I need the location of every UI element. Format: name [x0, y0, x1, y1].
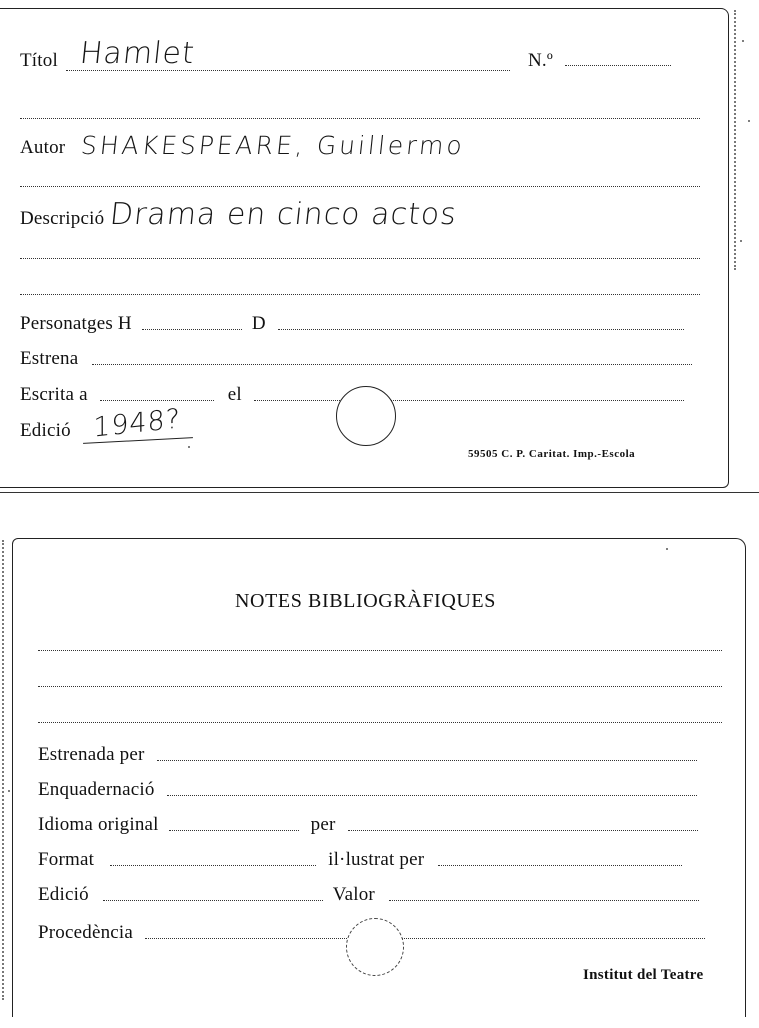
- edicio-row: [20, 403, 193, 444]
- notes-title: NOTES BIBLIOGRÀFIQUES: [235, 590, 496, 612]
- descripcio-row: [20, 197, 679, 232]
- escrita-el-dotted-line: [254, 400, 684, 401]
- estrenada-dotted-line: [157, 760, 697, 761]
- notes-line-2: [38, 686, 722, 687]
- blank-line-2: [20, 186, 700, 187]
- format-label: Format: [38, 849, 95, 870]
- titol-row: [20, 36, 671, 72]
- descripcio-handwritten-value: Drama en cinco actos: [108, 197, 459, 232]
- edicio-back-label: Edició: [38, 884, 89, 905]
- edicio-back-dotted-line: [103, 900, 323, 901]
- titol-dotted-line: [66, 70, 510, 71]
- punch-hole-back: [346, 918, 404, 976]
- scan-edge-noise: [734, 10, 748, 270]
- titol-label: Títol: [20, 50, 58, 71]
- scan-speck: [8, 790, 10, 792]
- edicio-handwritten-value: 1948?: [93, 403, 181, 444]
- estrenada-row: [38, 744, 697, 766]
- estrena-dotted-line: [92, 364, 692, 365]
- notes-line-1: [38, 650, 722, 651]
- scan-speck: [188, 446, 190, 448]
- idioma-label: Idioma original: [38, 814, 159, 835]
- idioma-row: [38, 814, 698, 836]
- edicio-label: Edició: [20, 420, 71, 441]
- numero-dotted-line: [565, 65, 671, 66]
- escrita-label: Escrita a: [20, 384, 88, 405]
- card-separator: [0, 492, 759, 493]
- procedencia-label: Procedència: [38, 922, 134, 943]
- per-dotted-line: [348, 830, 698, 831]
- estrena-row: [20, 348, 692, 370]
- autor-label: Autor: [20, 137, 66, 158]
- titol-handwritten-value: Hamlet: [78, 36, 197, 71]
- scan-edge-noise: [2, 540, 16, 1000]
- personatges-row: [20, 313, 684, 335]
- blank-line-3: [20, 258, 700, 259]
- personatges-d-dotted-line: [278, 329, 684, 330]
- estrenada-label: Estrenada per: [38, 744, 145, 765]
- autor-handwritten-value: SHAKESPEARE, Guillermo: [79, 131, 467, 160]
- idioma-dotted-line: [169, 830, 299, 831]
- personatges-h-dotted-line: [142, 329, 242, 330]
- edicio-back-row: [38, 884, 699, 906]
- numero-label: N.º: [527, 50, 553, 71]
- scan-speck: [666, 548, 668, 550]
- personatges-label: Personatges H: [20, 313, 132, 334]
- estrena-label: Estrena: [20, 348, 79, 369]
- enquadernacio-dotted-line: [167, 795, 697, 796]
- dones-label: D: [251, 313, 266, 334]
- enquadernacio-label: Enquadernació: [38, 779, 155, 800]
- descripcio-label: Descripció: [20, 208, 105, 229]
- printer-imprint: 59505 C. P. Caritat. Imp.-Escola: [468, 448, 636, 460]
- el-label: el: [227, 384, 242, 405]
- institution-stamp: Institut del Teatre: [583, 967, 704, 983]
- format-dotted-line: [110, 865, 316, 866]
- valor-label: Valor: [332, 884, 375, 905]
- escrita-a-dotted-line: [100, 400, 214, 401]
- per-label: per: [310, 814, 336, 835]
- scan-speck: [742, 40, 744, 42]
- procedencia-dotted-line: [145, 938, 705, 939]
- valor-dotted-line: [389, 900, 699, 901]
- illustrat-label: il·lustrat per: [328, 849, 425, 870]
- autor-row: [20, 131, 685, 160]
- punch-hole-front: [336, 386, 396, 446]
- notes-line-3: [38, 722, 722, 723]
- blank-line-4: [20, 294, 700, 295]
- format-row: [38, 849, 682, 871]
- blank-line-1: [20, 118, 700, 119]
- enquadernacio-row: [38, 779, 697, 801]
- scan-speck: [748, 120, 750, 122]
- illustrat-dotted-line: [438, 865, 682, 866]
- scan-speck: [740, 240, 742, 242]
